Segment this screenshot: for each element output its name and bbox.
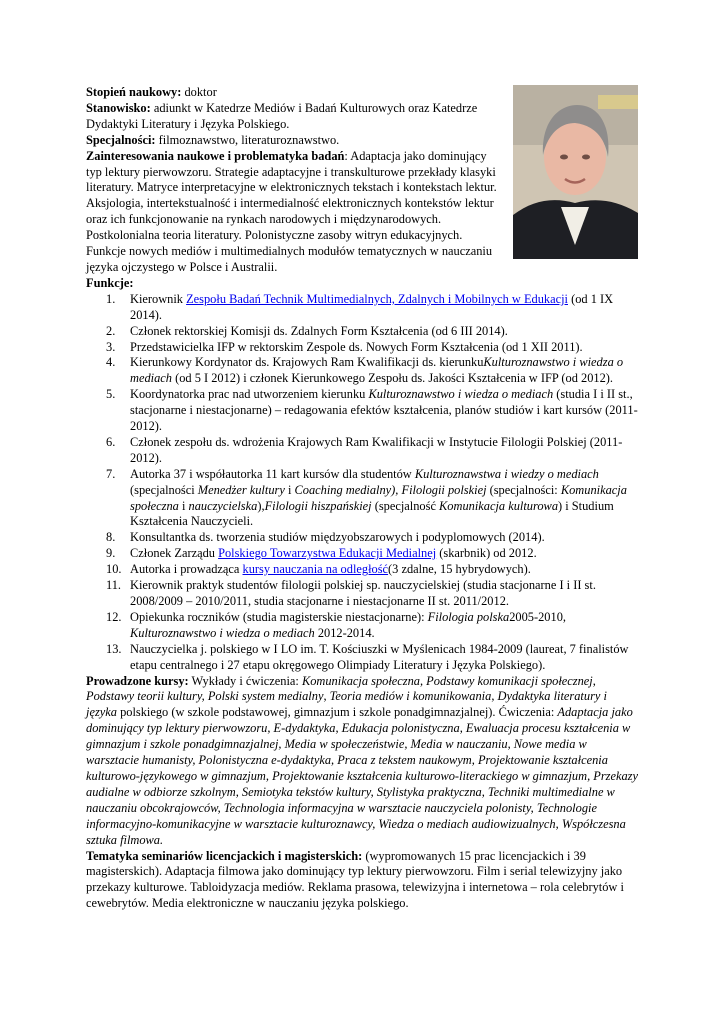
functions-heading: Funkcje: <box>86 275 134 290</box>
position-label: Stanowisko: <box>86 100 151 115</box>
list-item: 10. Autorka i prowadząca kursy nauczania na odległość(3 zdalne, 15 hybrydowych). <box>106 562 531 577</box>
list-item: 13. Nauczycielka j. polskiego w I LO im. T. Kościuszki w Myślenicach 1984-2009 (laureat, 7 finalistów etapu centralnego i 27 etapu okręgowego Olimpiady Literatury i Języka Polskiego). <box>106 641 629 672</box>
degree-line <box>86 85 504 101</box>
degree-label: Stopień naukowy: <box>86 85 182 99</box>
list-item: 8. Konsultantka ds. tworzenia studiów międzyobszarowych i podyplomowych (2014). <box>106 530 545 545</box>
list-item: 6. Członek zespołu ds. wdrożenia Krajowych Ram Kwalifikacji w Instytucie Filologii Polskiej (2011-2012). <box>106 434 623 465</box>
list-item: 2. Członek rektorskiej Komisji ds. Zdalnych Form Kształcenia (od 6 III 2014). <box>106 323 508 338</box>
document-body <box>86 85 638 912</box>
list-item: 4. Kierunkowy Kordynator ds. Krajowych Ram Kwalifikacji ds. kierunkuKulturoznawstwo i wiedza o mediach (od 5 I 2012) i członek Kierunkowego Zespołu ds. Jakości Kształcenia w IFP (od 2012). <box>106 355 624 386</box>
degree-value: doktor <box>181 85 217 99</box>
seminars-label: Tematyka seminariów licencjackich i magisterskich: <box>86 848 363 863</box>
seminars-paragraph: Tematyka seminariów licencjackich i magisterskich: (wypromowanych 15 prac licencjackich i 39 magisterskich). Adaptacja filmowa jako dominujący typ lektury pierwowzoru. Film i serial telewizyjny jako przekazy kulturowe. Tabloidyzacja mediów. Reklama prasowa, telewizyjna i internetowa – rola celebrytów i cewebrytów. Media elektroniczne w nauczaniu języka polskiego. <box>86 848 624 911</box>
position-line <box>86 101 504 133</box>
ptem-link[interactable]: Polskiego Towarzystwa Edukacji Medialnej <box>218 546 437 561</box>
position-value: adiunkt w Katedrze Mediów i Badań Kulturowych oraz Katedrze Dydaktyki Literatury i Języka Polskiego. <box>86 100 478 131</box>
research-team-link[interactable]: Zespołu Badań Technik Multimedialnych, Zdalnych i Mobilnych w Edukacji <box>186 291 568 306</box>
list-item: 9. Członek Zarządu Polskiego Towarzystwa Edukacji Medialnej (skarbnik) od 2012. <box>106 546 537 561</box>
interests-value: : Adaptacja jako dominujący typ lektury pierwowzoru. Strategie adaptacyjne i transkulturowe przekłady klasyki literatury. Matryce interpretacyjne w elektronicznych tekstach i kontekstach lektur. Aksjologia, intertekstualność i intermedialność elektronicznych kontekstów lektur oraz ich funkcjonowanie na rynkach narodowych i międzynarodowych. Postkolonialna teoria literatury. Polonistyczne zasoby witryn edukacyjnych. Funkcje nowych mediów i multimedialnych modułów tematycznych w nauczaniu języka ojczystego w Polsce i Australii. <box>86 148 497 274</box>
courses-paragraph: Prowadzone kursy: Wykłady i ćwiczenia: Komunikacja społeczna, Podstawy komunikacji społecznej, Podstawy teorii kultury, Polski system medialny, Teoria mediów i komunikowania, Dydaktyka literatury i języka polskiego (w szkole podstawowej, gimnazjum i szkole ponadgimnazjalnej). Ćwiczenia: Adaptacja jako dominujący typ lektury pierwowzoru, E-dydaktyka, Edukacja polonistyczna, Ewaluacja procesu kształcenia w gimnazjum i szkole ponadgimnazjalnej, Media w społeczeństwie, Media w nauczaniu, Nowe media w warsztacie humanisty, Polonistyczna e-dydaktyka, Praca z tekstem naukowym, Projektowanie kształcenia kulturowo-językowego w gimnazjum, Projektowanie kształcenia kulturowo-literackiego w gimnazjum, Przekazy audialne w odbiorze szkolnym, Semiotyka tekstów kultury, Stylistyka praktyczna, Techniki multimedialne w nauczaniu obcokrajowców, Technologia informacyjna w warsztacie nauczyciela polonisty, Technologie informacyjno-komunikacyjne w warsztacie kulturoznawcy, Wiedza o mediach audiowizualnych, Współczesna sztuka filmowa. <box>86 673 638 847</box>
list-item: 3. Przedstawicielka IFP w rektorskim Zespole ds. Nowych Form Kształcenia (od 1 XII 2011). <box>106 339 583 354</box>
list-item: 1. Kierownik Zespołu Badań Technik Multimedialnych, Zdalnych i Mobilnych w Edukacji (od 1 IX 2014). <box>106 291 614 322</box>
specialties-label: Specjalności: <box>86 132 156 147</box>
specialties-line <box>86 133 504 149</box>
interests-paragraph <box>86 149 504 276</box>
list-item: 12. Opiekunka roczników (studia magisterskie niestacjonarne): Filologia polska2005-2010, Kulturoznawstwo i wiedza o mediach 2012-2014. <box>106 609 566 640</box>
specialties-value: filmoznawstwo, literaturoznawstwo. <box>155 132 340 147</box>
list-item: 11. Kierownik praktyk studentów filologii polskiej sp. nauczycielskiej (studia stacjonarne I i II st. 2008/2009 – 2010/2011, studia stacjonarne i niestacjonarne II st. 2011/2012. <box>106 578 596 608</box>
list-item: 5. Koordynatorka prac nad utworzeniem kierunku Kulturoznawstwo i wiedza o mediach (studia I i II st., stacjonarne i niestacjonarne) – redagowania efektów kształcenia, planów studiów i kart kursów (2011-2012). <box>106 387 638 434</box>
interests-label: Zainteresowania naukowe i problematyka badań <box>86 148 345 163</box>
courses-label: Prowadzone kursy: <box>86 673 189 688</box>
functions-list <box>86 292 638 674</box>
distance-courses-link[interactable]: kursy nauczania na odległość <box>242 562 389 577</box>
profile-header <box>86 85 504 276</box>
list-item: 7. Autorka 37 i współautorka 11 kart kursów dla studentów Kulturoznawstwa i wiedzy o mediach (specjalności Menedżer kultury i Coaching medialny), Filologii polskiej (specjalności: Komunikacja społeczna i nauczycielska),Filologii hiszpańskiej (specjalność Komunikacja kulturowa) i Studium Kształcenia Nauczycieli. <box>106 466 627 529</box>
